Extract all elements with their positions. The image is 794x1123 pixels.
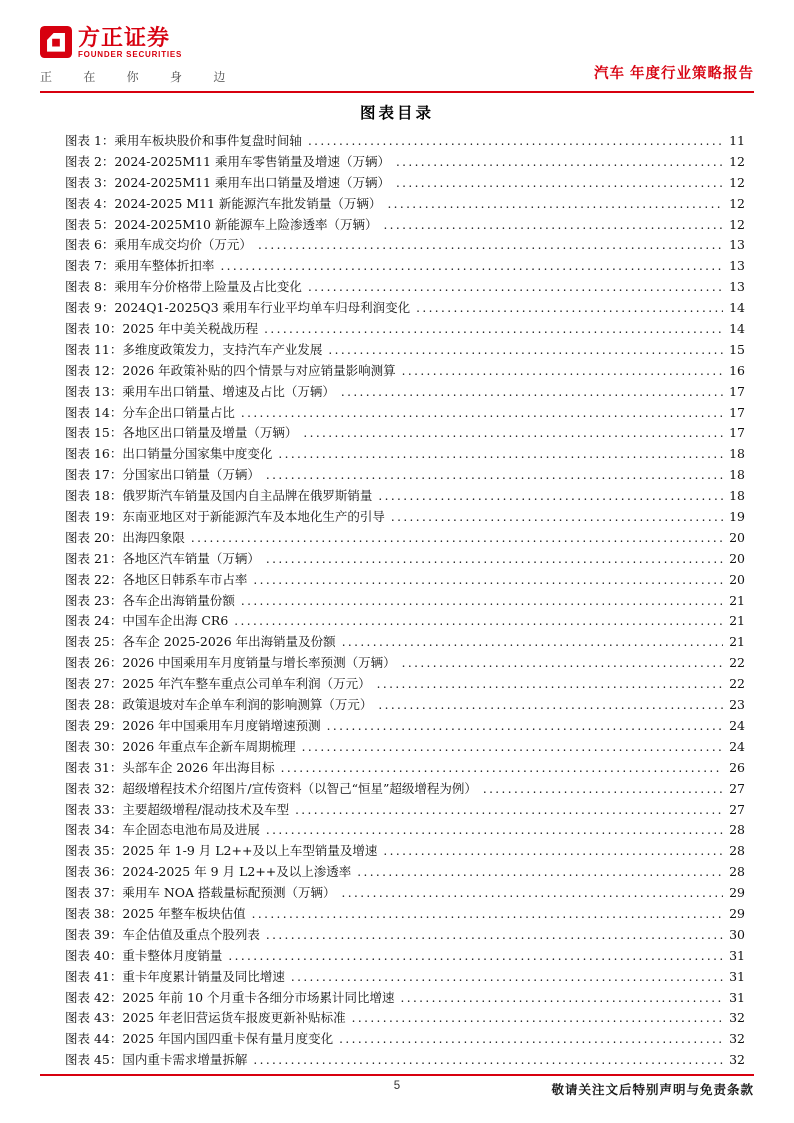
toc-entry-page: 32	[729, 1031, 745, 1047]
toc-dot-leader	[281, 758, 723, 779]
toc-entry-row[interactable]	[65, 528, 745, 549]
toc-entry-row[interactable]	[65, 507, 745, 528]
toc-entry-page: 31	[729, 989, 745, 1005]
toc-entry-label: 图表 45：国内重卡需求增量拆解	[65, 1052, 248, 1068]
toc-entry-label: 图表 43：2025 年老旧营运货车报废更新补贴标准	[65, 1010, 346, 1026]
toc-dot-leader	[266, 820, 723, 841]
toc-entry-page: 20	[729, 571, 745, 587]
founder-securities-logo-icon	[40, 26, 72, 58]
toc-entry-row[interactable]	[65, 423, 745, 444]
header-divider	[40, 91, 754, 93]
toc-entry-label: 图表 36：2024-2025 年 9 月 L2++及以上渗透率	[65, 864, 352, 880]
toc-entry-page: 18	[729, 467, 745, 483]
toc-dot-leader	[396, 152, 723, 173]
toc-entry-row[interactable]	[65, 152, 745, 173]
toc-dot-leader	[308, 131, 723, 152]
toc-entry-page: 15	[729, 341, 745, 357]
toc-entry-page: 17	[729, 425, 745, 441]
toc-entry-label: 图表 29：2026 年中国乘用车月度销增速预测	[65, 717, 321, 733]
toc-dot-leader	[266, 925, 723, 946]
page-number: 5	[393, 1080, 401, 1092]
brand-block	[40, 26, 754, 60]
toc-dot-leader	[303, 423, 723, 444]
toc-entry-label: 图表 21：各地区汽车销量（万辆）	[65, 550, 260, 566]
toc-entry-label: 图表 44：2025 年国内国四重卡保有量月度变化	[65, 1031, 334, 1047]
toc-entry-page: 13	[729, 279, 745, 295]
toc-entry-row[interactable]	[65, 277, 745, 298]
toc-entry-row[interactable]	[65, 883, 745, 904]
toc-entry-row[interactable]	[65, 298, 745, 319]
toc-dot-leader	[295, 800, 723, 821]
toc-entry-page: 18	[729, 446, 745, 462]
toc-dot-leader	[253, 1050, 723, 1071]
toc-entry-label: 图表 40：重卡整体月度销量	[65, 947, 223, 963]
toc-entry-page: 29	[729, 885, 745, 901]
toc-entry-label: 图表 9：2024Q1-2025Q3 乘用车行业平均单车归母利润变化	[65, 300, 411, 316]
toc-dot-leader	[396, 173, 723, 194]
toc-entry-row[interactable]	[65, 131, 745, 152]
toc-entry-page: 31	[729, 968, 745, 984]
toc-dot-leader	[341, 382, 723, 403]
toc-entry-label: 图表 19：东南亚地区对于新能源汽车及本地化生产的引导	[65, 509, 385, 525]
toc-entry-label: 图表 8：乘用车分价格带上险量及占比变化	[65, 279, 302, 295]
toc-dot-leader	[483, 779, 723, 800]
toc-entry-label: 图表 22：各地区日韩系车市占率	[65, 571, 248, 587]
toc-entry-label: 图表 20：出海四象限	[65, 529, 185, 545]
toc-entry-page: 32	[729, 1052, 745, 1068]
toc-entry-row[interactable]	[65, 403, 745, 424]
page-footer	[40, 1080, 754, 1100]
toc-entry-page: 24	[729, 717, 745, 733]
toc-entry-row[interactable]	[65, 340, 745, 361]
brand-slogan: 正 在 你 身 边	[40, 70, 240, 84]
footer-disclaimer: 敬请关注文后特别声明与免责条款	[551, 1083, 754, 1097]
toc-entry-row[interactable]	[65, 173, 745, 194]
toc-entry-row[interactable]	[65, 319, 745, 340]
toc-dot-leader	[291, 967, 723, 988]
toc-entry-page: 21	[729, 634, 745, 650]
toc-entry-label: 图表 17：分国家出口销量（万辆）	[65, 467, 260, 483]
toc-dot-leader	[401, 988, 723, 1009]
toc-entry-label: 图表 2：2024-2025M11 乘用车零售销量及增速（万辆）	[65, 153, 390, 169]
toc-dot-leader	[387, 194, 723, 215]
toc-entry-label: 图表 6：乘用车成交均价（万元）	[65, 237, 252, 253]
toc-dot-leader	[339, 1029, 723, 1050]
toc-entry-page: 28	[729, 864, 745, 880]
toc-entry-row[interactable]	[65, 841, 745, 862]
toc-dot-leader	[328, 340, 723, 361]
toc-entry-label: 图表 5：2024-2025M10 新能源车上险渗透率（万辆）	[65, 216, 378, 232]
toc-entry-row[interactable]	[65, 256, 745, 277]
toc-dot-leader	[228, 946, 723, 967]
toc-entry-row[interactable]	[65, 925, 745, 946]
toc-entry-label: 图表 23：各车企出海销量份额	[65, 592, 235, 608]
toc-entry-label: 图表 13：乘用车出口销量、增速及占比（万辆）	[65, 383, 335, 399]
toc-entry-page: 12	[729, 174, 745, 190]
toc-entry-page: 14	[729, 321, 745, 337]
toc-entry-label: 图表 39：车企估值及重点个股列表	[65, 926, 260, 942]
toc-entry-label: 图表 37：乘用车 NOA 搭载量标配预测（万辆）	[65, 885, 336, 901]
toc-dot-leader	[191, 528, 723, 549]
toc-dot-leader	[391, 507, 723, 528]
toc-entry-row[interactable]	[65, 820, 745, 841]
toc-entry-page: 21	[729, 592, 745, 608]
toc-dot-leader	[378, 486, 723, 507]
toc-dot-leader	[241, 403, 723, 424]
toc-entry-label: 图表 12：2026 年政策补贴的四个情景与对应销量影响测算	[65, 362, 396, 378]
toc-dot-leader	[241, 591, 723, 612]
toc-entry-label: 图表 31：头部车企 2026 年出海目标	[65, 759, 275, 775]
toc-dot-leader	[377, 674, 723, 695]
toc-dot-leader	[264, 319, 723, 340]
toc-entry-page: 12	[729, 216, 745, 232]
toc-entry-page: 20	[729, 550, 745, 566]
toc-entry-label: 图表 15：各地区出口销量及增量（万辆）	[65, 425, 298, 441]
toc-dot-leader	[352, 1008, 723, 1029]
brand-text	[78, 26, 182, 60]
toc-entry-row[interactable]	[65, 611, 745, 632]
toc-entry-row[interactable]	[65, 194, 745, 215]
toc-dot-leader	[357, 862, 723, 883]
toc-entry-label: 图表 4：2024-2025 M11 新能源汽车批发销量（万辆）	[65, 195, 382, 211]
toc-entry-label: 图表 11：多维度政策发力，支持汽车产业发展	[65, 341, 323, 357]
toc-dot-leader	[308, 277, 723, 298]
toc-entry-page: 20	[729, 529, 745, 545]
toc-entry-page: 22	[729, 655, 745, 671]
toc-dot-leader	[258, 235, 723, 256]
toc-entry-label: 图表 38：2025 年整车板块估值	[65, 905, 246, 921]
toc-entry-row[interactable]	[65, 967, 745, 988]
toc-entry-page: 12	[729, 153, 745, 169]
toc-entry-row[interactable]	[65, 653, 745, 674]
toc-entry-label: 图表 41：重卡年度累计销量及同比增速	[65, 968, 285, 984]
toc-entry-page: 23	[729, 697, 745, 713]
page-title: 图表目录	[359, 103, 434, 122]
toc-dot-leader	[234, 611, 723, 632]
toc-entry-page: 24	[729, 738, 745, 754]
toc-entry-row[interactable]	[65, 382, 745, 403]
toc-entry-page: 13	[729, 258, 745, 274]
toc-entry-row[interactable]	[65, 1029, 745, 1050]
toc-entry-page: 21	[729, 613, 745, 629]
toc-dot-leader	[416, 298, 723, 319]
toc-entry-row[interactable]	[65, 674, 745, 695]
brand-name-cn: 方正证券	[78, 25, 171, 50]
toc-entry-page: 14	[729, 300, 745, 316]
page-header	[40, 26, 754, 85]
toc-entry-page: 32	[729, 1010, 745, 1026]
toc-entry-label: 图表 14：分车企出口销量占比	[65, 404, 235, 420]
toc-dot-leader	[342, 632, 723, 653]
brand-name-en: FOUNDER SECURITIES	[78, 50, 183, 59]
toc-entry-page: 11	[729, 133, 745, 148]
toc-entry-page: 28	[729, 822, 745, 838]
toc-entry-row[interactable]	[65, 632, 745, 653]
toc-entry-page: 18	[729, 488, 745, 504]
toc-dot-leader	[383, 215, 723, 236]
toc-entry-row[interactable]	[65, 591, 745, 612]
toc-entry-label: 图表 3：2024-2025M11 乘用车出口销量及增速（万辆）	[65, 174, 390, 190]
toc-dot-leader	[278, 444, 723, 465]
toc-entry-row[interactable]	[65, 862, 745, 883]
toc-entry-label: 图表 18：俄罗斯汽车销量及国内自主品牌在俄罗斯销量	[65, 488, 373, 504]
toc-dot-leader	[342, 883, 723, 904]
toc-entry-row[interactable]	[65, 904, 745, 925]
toc-entry-label: 图表 30：2026 年重点车企新车周期梳理	[65, 738, 296, 754]
toc-entry-row[interactable]	[65, 695, 745, 716]
toc-dot-leader	[378, 695, 723, 716]
toc-entry-page: 17	[729, 383, 745, 399]
toc-entry-page: 29	[729, 905, 745, 921]
toc-entry-row[interactable]	[65, 758, 745, 779]
toc-entry-row[interactable]	[65, 444, 745, 465]
toc-entry-label: 图表 27：2025 年汽车整车重点公司单车利润（万元）	[65, 676, 371, 692]
toc-entry-page: 16	[729, 362, 745, 378]
toc-dot-leader	[302, 737, 723, 758]
toc-list	[40, 131, 754, 1071]
toc-entry-label: 图表 1：乘用车板块股价和事件复盘时间轴	[65, 133, 302, 148]
toc-dot-leader	[402, 361, 723, 382]
toc-entry-row[interactable]	[65, 549, 745, 570]
toc-entry-label: 图表 16：出口销量分国家集中度变化	[65, 446, 273, 462]
footer-divider	[40, 1074, 754, 1076]
toc-entry-row[interactable]	[65, 486, 745, 507]
toc-entry-row[interactable]	[65, 988, 745, 1009]
report-category-tag: 汽车 年度行业策略报告	[593, 66, 754, 82]
toc-entry-row[interactable]	[65, 570, 745, 591]
toc-dot-leader	[402, 653, 723, 674]
toc-entry-row[interactable]	[65, 779, 745, 800]
toc-entry-label: 图表 28：政策退坡对车企单车利润的影响测算（万元）	[65, 697, 373, 713]
toc-entry-page: 26	[729, 759, 745, 775]
toc-entry-label: 图表 10：2025 年中美关税战历程	[65, 321, 259, 337]
toc-entry-page: 12	[729, 195, 745, 211]
toc-dot-leader	[266, 549, 723, 570]
toc-dot-leader	[220, 256, 723, 277]
toc-entry-label: 图表 34：车企固态电池布局及进展	[65, 822, 260, 838]
toc-entry-row[interactable]	[65, 215, 745, 236]
toc-entry-page: 30	[729, 926, 745, 942]
toc-entry-label: 图表 35：2025 年 1-9 月 L2++及以上车型销量及增速	[65, 843, 378, 859]
toc-entry-label: 图表 7：乘用车整体折扣率	[65, 258, 215, 274]
toc-entry-row[interactable]	[65, 1008, 745, 1029]
toc-entry-row[interactable]	[65, 361, 745, 382]
toc-entry-page: 13	[729, 237, 745, 253]
toc-dot-leader	[252, 904, 723, 925]
toc-entry-row[interactable]	[65, 1050, 745, 1071]
toc-entry-row[interactable]	[65, 465, 745, 486]
toc-entry-row[interactable]	[65, 235, 745, 256]
toc-entry-page: 19	[729, 509, 745, 525]
toc-entry-page: 17	[729, 404, 745, 420]
toc-entry-page: 28	[729, 843, 745, 859]
toc-entry-label: 图表 26：2026 中国乘用车月度销量与增长率预测（万辆）	[65, 655, 396, 671]
toc-entry-row[interactable]	[65, 946, 745, 967]
toc-dot-leader	[266, 465, 723, 486]
toc-entry-row[interactable]	[65, 737, 745, 758]
toc-entry-page: 22	[729, 676, 745, 692]
toc-entry-label: 图表 42：2025 年前 10 个月重卡各细分市场累计同比增速	[65, 989, 395, 1005]
toc-entry-label: 图表 32：超级增程技术介绍图片/宣传资料（以智己“恒星”超级增程为例）	[65, 780, 477, 796]
toc-entry-page: 31	[729, 947, 745, 963]
toc-entry-page: 27	[729, 801, 745, 817]
toc-entry-page: 27	[729, 780, 745, 796]
toc-entry-row[interactable]	[65, 800, 745, 821]
toc-entry-label: 图表 25：各车企 2025-2026 年出海销量及份额	[65, 634, 336, 650]
toc-entry-label: 图表 24：中国车企出海 CR6	[65, 613, 229, 629]
toc-entry-label: 图表 33：主要超级增程/混动技术及车型	[65, 801, 290, 817]
toc-dot-leader	[383, 841, 723, 862]
toc-dot-leader	[327, 716, 723, 737]
toc-dot-leader	[253, 570, 723, 591]
toc-entry-row[interactable]	[65, 716, 745, 737]
